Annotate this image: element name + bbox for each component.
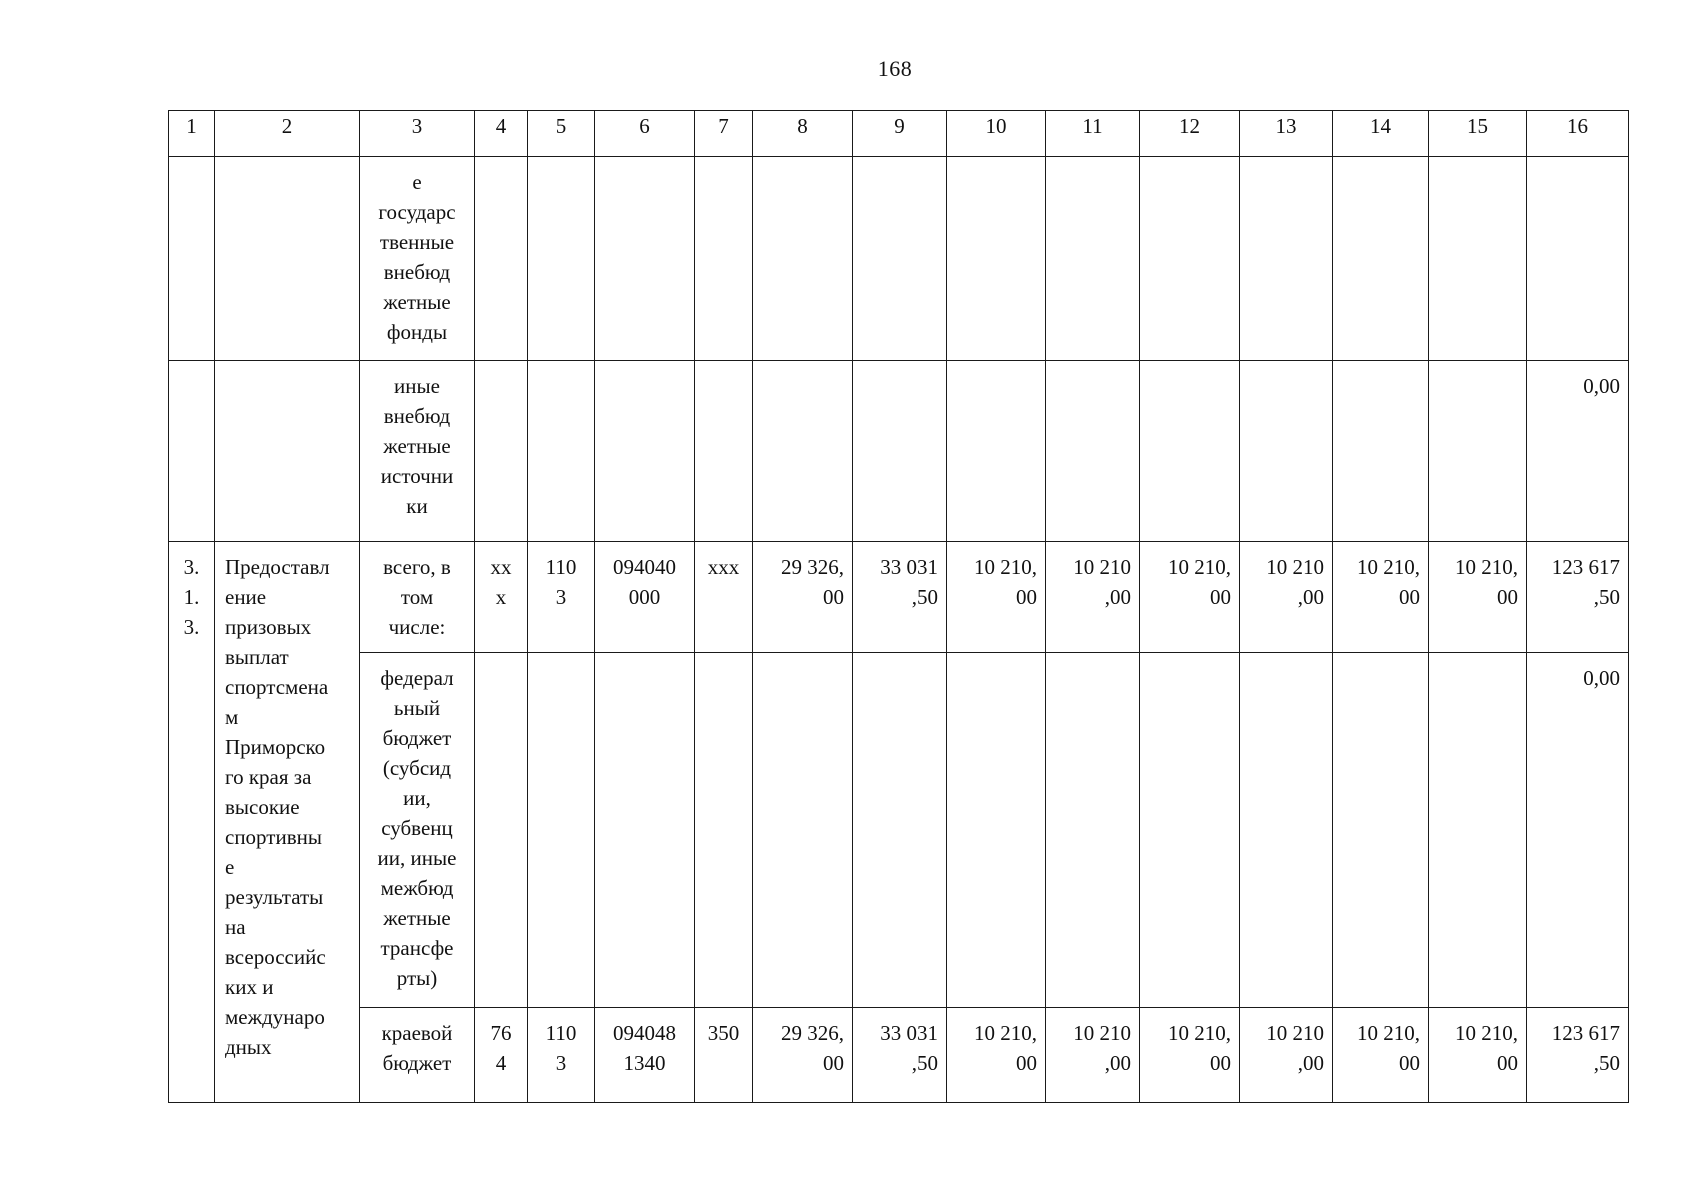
table-cell — [1429, 361, 1527, 542]
table-cell — [1429, 157, 1527, 361]
table-cell — [528, 361, 595, 542]
table-row-other-sources — [169, 361, 1629, 542]
header-cell: 5 — [528, 111, 595, 157]
source-label-cell: федерал ьный бюджет (субсид ии, субвенц ии, иные межбюд жетные трансфе рты) — [360, 653, 475, 1008]
table-cell — [947, 653, 1046, 1008]
value-cell: 10 210, 00 — [1429, 542, 1527, 653]
table-cell — [475, 157, 528, 361]
source-label-cell: е государс твенные внебюд жетные фонды — [360, 157, 475, 361]
value-cell: 29 326, 00 — [753, 1008, 853, 1103]
header-cell: 15 — [1429, 111, 1527, 157]
table-cell — [753, 653, 853, 1008]
table-cell — [947, 157, 1046, 361]
table-cell — [1140, 361, 1240, 542]
table-row-state-funds — [169, 157, 1629, 361]
source-label-cell: краевой бюджет — [360, 1008, 475, 1103]
table-cell — [753, 157, 853, 361]
value-cell: 094040 000 — [595, 542, 695, 653]
table-cell — [695, 653, 753, 1008]
header-cell: 2 — [215, 111, 360, 157]
value-cell: 10 210, 00 — [947, 1008, 1046, 1103]
table-cell — [1240, 157, 1333, 361]
value-cell: 350 — [695, 1008, 753, 1103]
table-row-federal — [169, 653, 1629, 1008]
value-cell: 10 210, 00 — [947, 542, 1046, 653]
value-cell: 33 031 ,50 — [853, 1008, 947, 1103]
table-row-total — [169, 542, 1629, 653]
header-cell: 9 — [853, 111, 947, 157]
table-cell — [595, 653, 695, 1008]
header-cell: 3 — [360, 111, 475, 157]
table-cell — [215, 361, 360, 542]
header-cell: 13 — [1240, 111, 1333, 157]
table-cell — [528, 653, 595, 1008]
table-cell — [1333, 361, 1429, 542]
header-cell: 10 — [947, 111, 1046, 157]
value-cell: 10 210 ,00 — [1046, 1008, 1140, 1103]
page-number: 168 — [877, 56, 913, 81]
value-cell: 094048 1340 — [595, 1008, 695, 1103]
table-cell — [1429, 653, 1527, 1008]
table-cell — [753, 361, 853, 542]
table-cell — [215, 157, 360, 361]
value-cell: 0,00 — [1527, 361, 1629, 542]
table-row-regional — [169, 1008, 1629, 1103]
value-cell: 10 210, 00 — [1333, 1008, 1429, 1103]
table-cell — [853, 653, 947, 1008]
header-cell: 8 — [753, 111, 853, 157]
value-cell: 10 210, 00 — [1429, 1008, 1527, 1103]
table-cell — [1046, 361, 1140, 542]
table-cell — [1240, 361, 1333, 542]
value-cell: 110 3 — [528, 542, 595, 653]
value-cell: 10 210 ,00 — [1046, 542, 1140, 653]
table-cell — [1333, 653, 1429, 1008]
table-cell — [595, 157, 695, 361]
table-header-row — [169, 111, 1629, 157]
table-cell — [1046, 157, 1140, 361]
table-cell — [1140, 157, 1240, 361]
value-cell: 10 210 ,00 — [1240, 542, 1333, 653]
table-cell — [1240, 653, 1333, 1008]
value-cell: 0,00 — [1527, 653, 1629, 1008]
value-cell: 123 617 ,50 — [1527, 542, 1629, 653]
table-cell — [1333, 157, 1429, 361]
value-cell: 123 617 ,50 — [1527, 1008, 1629, 1103]
value-cell: хх х — [475, 542, 528, 653]
source-label-cell: всего, в том числе: — [360, 542, 475, 653]
header-cell: 11 — [1046, 111, 1140, 157]
table-cell — [1140, 653, 1240, 1008]
value-cell: 33 031 ,50 — [853, 542, 947, 653]
table-cell — [169, 157, 215, 361]
table-cell — [853, 361, 947, 542]
header-cell: 7 — [695, 111, 753, 157]
table-cell — [695, 157, 753, 361]
table-cell — [1046, 653, 1140, 1008]
header-cell: 1 — [169, 111, 215, 157]
table-cell — [169, 361, 215, 542]
value-cell: 76 4 — [475, 1008, 528, 1103]
header-cell: 6 — [595, 111, 695, 157]
value-cell: 10 210, 00 — [1140, 1008, 1240, 1103]
item-name-cell: Предоставл ение призовых выплат спортсмена м Приморско го края за высокие спортивны е результаты на всероссийс ких и междунаро дных — [215, 542, 360, 1103]
value-cell: 10 210, 00 — [1333, 542, 1429, 653]
table-cell — [695, 361, 753, 542]
table-cell — [1527, 157, 1629, 361]
header-cell: 14 — [1333, 111, 1429, 157]
value-cell: 110 3 — [528, 1008, 595, 1103]
budget-table — [168, 110, 1629, 1103]
table-cell — [528, 157, 595, 361]
value-cell: 10 210 ,00 — [1240, 1008, 1333, 1103]
item-number-cell: 3. 1. 3. — [169, 542, 215, 1103]
table-cell — [853, 157, 947, 361]
header-cell: 12 — [1140, 111, 1240, 157]
header-cell: 4 — [475, 111, 528, 157]
table-cell — [475, 653, 528, 1008]
value-cell: 29 326, 00 — [753, 542, 853, 653]
table-cell — [947, 361, 1046, 542]
value-cell: 10 210, 00 — [1140, 542, 1240, 653]
source-label-cell: иные внебюд жетные источни ки — [360, 361, 475, 542]
table-cell — [475, 361, 528, 542]
header-cell: 16 — [1527, 111, 1629, 157]
value-cell: ххх — [695, 542, 753, 653]
table-cell — [595, 361, 695, 542]
